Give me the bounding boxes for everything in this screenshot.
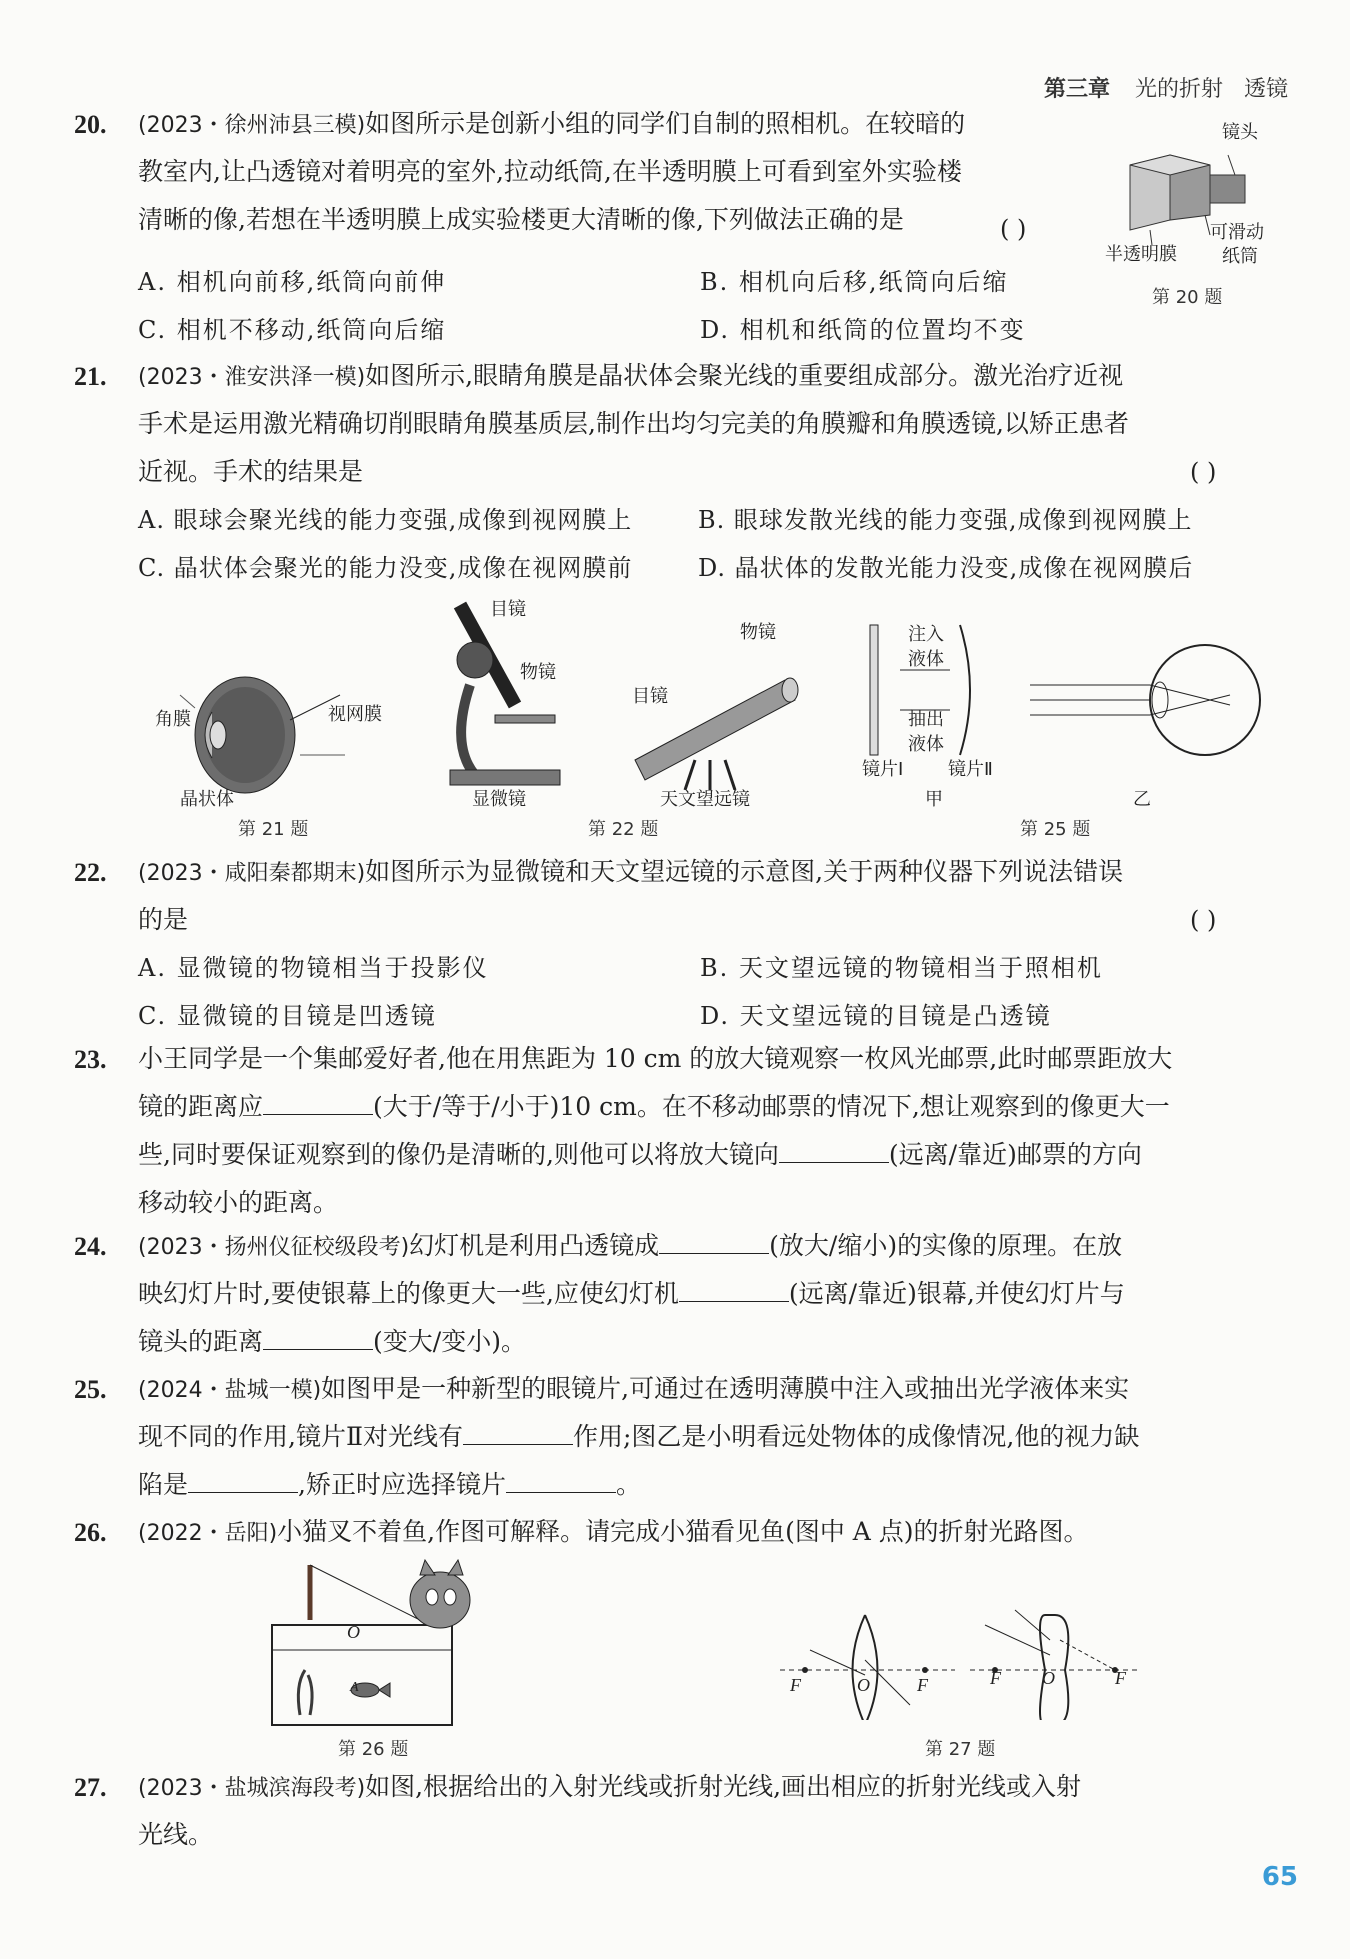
- figure-caption: 第 20 题: [1152, 287, 1223, 308]
- question-number: 25.: [74, 1375, 107, 1404]
- fig-label: F: [1115, 1668, 1126, 1688]
- fig-label: 镜头: [1222, 122, 1258, 143]
- fig-label: 抽出: [908, 709, 944, 730]
- question-number: 23.: [74, 1045, 107, 1074]
- question-text: 小王同学是一个集邮爱好者,他在用焦距为 10 cm 的放大镜观察一枚风光邮票,此时邮票距放大: [138, 1044, 1173, 1073]
- question-source: (2023・淮安洪泽一模): [138, 365, 366, 390]
- chapter-label: 第三章: [1043, 77, 1110, 102]
- question-text: 清晰的像,若想在半透明膜上成实验楼更大清晰的像,下列做法正确的是: [138, 205, 904, 234]
- fig-label: O: [857, 1675, 870, 1695]
- question-text: (变大/变小)。: [373, 1327, 526, 1356]
- fig-label: 视网膜: [328, 704, 382, 725]
- answer-blank[interactable]: [679, 1281, 789, 1302]
- option-c: C. 显微镜的目镜是凹透镜: [138, 1002, 437, 1030]
- question-text: (放大/缩小)的实像的原理。在放: [769, 1231, 1123, 1260]
- fig-label: 液体: [908, 734, 944, 755]
- question-text: (大于/等于/小于)10 cm。在不移动邮票的情况下,想让观察到的像更大一: [373, 1092, 1170, 1121]
- option-c: C. 相机不移动,纸筒向后缩: [138, 316, 447, 344]
- question-text: 教室内,让凸透镜对着明亮的室外,拉动纸筒,在半透明膜上可看到室外实验楼: [138, 157, 962, 186]
- question-text: 镜的距离应: [138, 1092, 264, 1121]
- fig-label: 注入: [908, 624, 944, 645]
- question-text: 。: [615, 1470, 641, 1499]
- question-text: 现不同的作用,镜片Ⅱ对光线有: [138, 1422, 463, 1451]
- fig-label: 纸筒: [1222, 246, 1258, 267]
- answer-paren: ( ): [1190, 458, 1217, 486]
- question-text: 如图所示,眼睛角膜是晶状体会聚光线的重要组成部分。激光治疗近视: [365, 361, 1124, 390]
- fig-label: F: [917, 1675, 928, 1695]
- figure-caption: 第 27 题: [925, 1739, 996, 1760]
- question-number: 22.: [74, 858, 107, 887]
- fig-label: 液体: [908, 649, 944, 670]
- answer-blank[interactable]: [659, 1233, 769, 1254]
- figure-caption: 第 25 题: [1020, 819, 1091, 840]
- fig-label: 天文望远镜: [660, 789, 750, 810]
- fig-label: 晶状体: [180, 789, 234, 810]
- topic-label: 透镜: [1243, 77, 1288, 102]
- question-source: (2023・咸阳秦都期末): [138, 861, 366, 886]
- fig-label: 半透明膜: [1105, 244, 1177, 265]
- section-label: 光的折射: [1134, 77, 1223, 102]
- eye-focus-figure-yi: [1030, 640, 1290, 760]
- fig-label: 可滑动: [1210, 222, 1264, 243]
- question-source: (2023・扬州仪征校级段考): [138, 1235, 410, 1260]
- page-number: 65: [1261, 1862, 1298, 1892]
- question-text: 如图,根据给出的入射光线或折射光线,画出相应的折射光线或入射: [365, 1772, 1082, 1801]
- fig-label: 目镜: [490, 599, 526, 620]
- question-source: (2023・徐州沛县三模): [138, 113, 366, 138]
- cat-fishing-figure: [270, 1555, 490, 1730]
- question-text: 近视。手术的结果是: [138, 457, 364, 486]
- answer-blank[interactable]: [263, 1329, 373, 1350]
- fig-label: 镜片Ⅰ: [862, 759, 904, 780]
- option-b: B. 眼球发散光线的能力变强,成像到视网膜上: [698, 506, 1193, 534]
- microscope-figure: [440, 595, 600, 795]
- question-text: 移动较小的距离。: [138, 1188, 339, 1217]
- fig-label: 角膜: [155, 709, 191, 730]
- option-d: D. 晶状体的发散光能力没变,成像在视网膜后: [698, 554, 1194, 582]
- question-number: 27.: [74, 1773, 107, 1802]
- fig-label: 物镜: [740, 622, 776, 643]
- question-text: 的是: [138, 905, 189, 934]
- fig-label: O: [347, 1622, 360, 1642]
- page-header: [1044, 72, 1288, 103]
- fig-label: F: [990, 1668, 1001, 1688]
- fig-label: 目镜: [632, 686, 668, 707]
- telescope-figure: [615, 640, 815, 790]
- question-text: 镜头的距离: [138, 1327, 264, 1356]
- answer-blank[interactable]: [188, 1472, 298, 1493]
- question-text: 光线。: [138, 1820, 214, 1849]
- question-text: 幻灯机是利用凸透镜成: [409, 1231, 660, 1260]
- option-a: A. 眼球会聚光线的能力变强,成像到视网膜上: [138, 506, 633, 534]
- fig-label: A: [350, 1680, 359, 1695]
- question-source: (2023・盐城滨海段考): [138, 1776, 366, 1801]
- fig-label: 镜片Ⅱ: [948, 759, 993, 780]
- question-text: 作用;图乙是小明看远处物体的成像情况,他的视力缺: [572, 1422, 1140, 1451]
- option-d: D. 天文望远镜的目镜是凸透镜: [700, 1002, 1052, 1030]
- question-text: 手术是运用激光精确切削眼睛角膜基质层,制作出均匀完美的角膜瓣和角膜透镜,以矫正患者: [138, 409, 1129, 438]
- question-number: 20.: [74, 110, 107, 139]
- lens-ray-figure: [770, 1600, 1150, 1720]
- answer-blank[interactable]: [779, 1142, 889, 1163]
- option-a: A. 显微镜的物镜相当于投影仪: [138, 954, 489, 982]
- question-text: 如图所示为显微镜和天文望远镜的示意图,关于两种仪器下列说法错误: [365, 857, 1124, 886]
- option-b: B. 相机向后移,纸筒向后缩: [700, 268, 1009, 296]
- answer-blank[interactable]: [463, 1424, 573, 1445]
- option-a: A. 相机向前移,纸筒向前伸: [138, 268, 447, 296]
- question-text: ,矫正时应选择镜片: [298, 1470, 506, 1499]
- option-d: D. 相机和纸筒的位置均不变: [700, 316, 1026, 344]
- option-c: C. 晶状体会聚光的能力没变,成像在视网膜前: [138, 554, 633, 582]
- question-text: 映幻灯片时,要使银幕上的像更大一些,应使幻灯机: [138, 1279, 679, 1308]
- answer-paren: ( ): [1190, 906, 1217, 934]
- question-number: 24.: [74, 1232, 107, 1261]
- question-text: 如图所示是创新小组的同学们自制的照相机。在较暗的: [365, 109, 966, 138]
- question-text: 如图甲是一种新型的眼镜片,可通过在透明薄膜中注入或抽出光学液体来实: [321, 1374, 1130, 1403]
- question-number: 26.: [74, 1518, 107, 1547]
- fig-label: 显微镜: [472, 789, 526, 810]
- answer-paren: ( ): [1000, 215, 1027, 243]
- answer-blank[interactable]: [506, 1472, 616, 1493]
- figure-caption: 第 26 题: [338, 1739, 409, 1760]
- fig-label: 物镜: [520, 662, 556, 683]
- fig-label: O: [1042, 1668, 1055, 1688]
- fig-label: F: [790, 1675, 801, 1695]
- question-text: 小猫叉不着鱼,作图可解释。请完成小猫看见鱼(图中 A 点)的折射光路图。: [277, 1517, 1089, 1546]
- question-text: 些,同时要保证观察到的像仍是清晰的,则他可以将放大镜向: [138, 1140, 779, 1169]
- fig-label: 乙: [1133, 789, 1151, 810]
- fig-label: 甲: [925, 789, 943, 810]
- eye-figure: [140, 660, 360, 810]
- question-text: (远离/靠近)邮票的方向: [888, 1140, 1142, 1169]
- answer-blank[interactable]: [263, 1094, 373, 1115]
- question-source: (2022・岳阳): [138, 1521, 278, 1546]
- question-text: (远离/靠近)银幕,并使幻灯片与: [788, 1279, 1125, 1308]
- figure-caption: 第 22 题: [588, 819, 659, 840]
- option-b: B. 天文望远镜的物镜相当于照相机: [700, 954, 1103, 982]
- question-source: (2024・盐城一模): [138, 1378, 322, 1403]
- question-number: 21.: [74, 362, 107, 391]
- figure-caption: 第 21 题: [238, 819, 309, 840]
- question-text: 陷是: [138, 1470, 189, 1499]
